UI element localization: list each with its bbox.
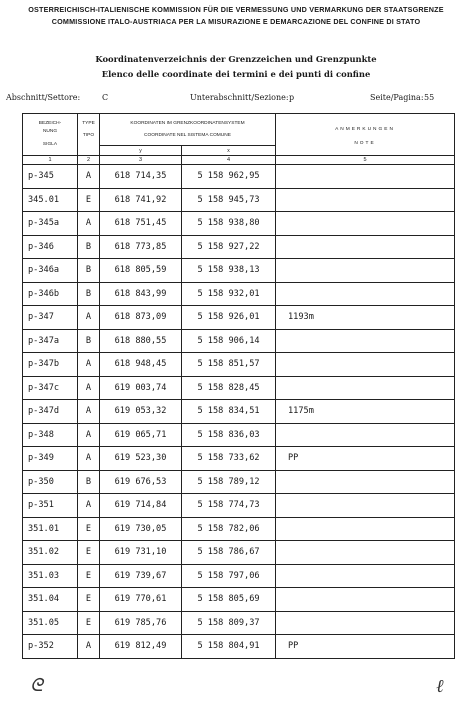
column-number-5: 5 (276, 156, 455, 165)
point-note (276, 329, 455, 353)
point-note (276, 588, 455, 612)
table-row (23, 611, 455, 635)
point-type: B (78, 329, 100, 353)
document-title (0, 52, 472, 82)
coordinate-y: 619 003,74 (100, 376, 182, 400)
coordinate-y: 618 873,09 (100, 306, 182, 330)
coordinate-y: 619 739,67 (100, 564, 182, 588)
point-id: p-347b (23, 353, 78, 377)
table-row (23, 470, 455, 494)
coordinate-x: 5 158 774,73 (182, 494, 276, 518)
table-row (23, 329, 455, 353)
point-note (276, 376, 455, 400)
page-label: Seite/Pagina: (370, 93, 424, 102)
point-id: p-347c (23, 376, 78, 400)
point-note (276, 564, 455, 588)
column-header-y: y (100, 146, 182, 156)
column-header-tipo: TYPE TIPO (78, 114, 100, 156)
column-header-x: x (182, 146, 276, 156)
point-type: A (78, 306, 100, 330)
coordinate-x: 5 158 938,80 (182, 212, 276, 236)
coordinate-y: 619 714,84 (100, 494, 182, 518)
point-note: 1175m (276, 400, 455, 424)
point-id: p-352 (23, 635, 78, 659)
commission-name-it: COMMISSIONE ITALO-AUSTRIACA PER LA MISURAZIONE E DEMARCAZIONE DEL CONFINE DI STATO (51, 17, 421, 26)
table-body (23, 165, 455, 659)
point-type: E (78, 517, 100, 541)
point-note (276, 212, 455, 236)
document-title-it: Elenco delle coordinate dei termini e dei punti di confine (101, 69, 371, 79)
coordinate-x: 5 158 805,69 (182, 588, 276, 612)
point-id: p-347d (23, 400, 78, 424)
coordinate-x: 5 158 932,01 (182, 282, 276, 306)
signature-right: ℓ (436, 676, 444, 697)
point-type: B (78, 235, 100, 259)
point-type: E (78, 611, 100, 635)
point-note (276, 494, 455, 518)
coordinate-y: 619 730,05 (100, 517, 182, 541)
column-number-4: 4 (182, 156, 276, 165)
point-id: 351.04 (23, 588, 78, 612)
coordinate-x: 5 158 945,73 (182, 188, 276, 212)
coordinate-x: 5 158 906,14 (182, 329, 276, 353)
point-type: E (78, 541, 100, 565)
table-row (23, 306, 455, 330)
table-row (23, 400, 455, 424)
point-note (276, 611, 455, 635)
coordinates-table (22, 113, 455, 659)
point-note (276, 353, 455, 377)
coordinate-y: 618 773,85 (100, 235, 182, 259)
point-note (276, 188, 455, 212)
table-row (23, 541, 455, 565)
coordinate-y: 619 523,30 (100, 447, 182, 471)
coordinate-x: 5 158 927,22 (182, 235, 276, 259)
point-note (276, 517, 455, 541)
coordinate-x: 5 158 962,95 (182, 165, 276, 189)
point-type: A (78, 165, 100, 189)
table-row (23, 165, 455, 189)
table-row (23, 282, 455, 306)
coordinate-x: 5 158 828,45 (182, 376, 276, 400)
table-row (23, 494, 455, 518)
coordinate-y: 618 805,59 (100, 259, 182, 283)
page-value: 55 (424, 93, 435, 102)
point-note (276, 259, 455, 283)
point-note (276, 423, 455, 447)
column-header-notes: ANMERKUNGEN NOTE (276, 114, 455, 156)
point-note: 1193m (276, 306, 455, 330)
point-id: 351.02 (23, 541, 78, 565)
table-row (23, 376, 455, 400)
point-type: A (78, 635, 100, 659)
point-note: PP (276, 447, 455, 471)
coordinate-x: 5 158 809,37 (182, 611, 276, 635)
table-row (23, 447, 455, 471)
point-id: p-349 (23, 447, 78, 471)
point-note: PP (276, 635, 455, 659)
point-note (276, 235, 455, 259)
point-type: E (78, 564, 100, 588)
table-header (23, 114, 455, 165)
point-id: p-345a (23, 212, 78, 236)
coordinate-x: 5 158 834,51 (182, 400, 276, 424)
point-id: p-347a (23, 329, 78, 353)
section-label: Abschnitt/Settore: (6, 93, 81, 102)
point-type: A (78, 447, 100, 471)
point-type: E (78, 588, 100, 612)
column-header-sigla: BEZEICH- NUNG SIGLA (23, 114, 78, 156)
point-id: 351.01 (23, 517, 78, 541)
table-row (23, 212, 455, 236)
point-id: p-346a (23, 259, 78, 283)
coordinate-y: 618 843,99 (100, 282, 182, 306)
coordinate-y: 618 880,55 (100, 329, 182, 353)
coordinate-y: 618 741,92 (100, 188, 182, 212)
coordinate-x: 5 158 926,01 (182, 306, 276, 330)
point-type: B (78, 470, 100, 494)
coordinate-y: 618 714,35 (100, 165, 182, 189)
point-id: p-345 (23, 165, 78, 189)
table-row (23, 353, 455, 377)
point-note (276, 541, 455, 565)
table-row (23, 188, 455, 212)
coordinate-x: 5 158 789,12 (182, 470, 276, 494)
table-row (23, 259, 455, 283)
table-row (23, 564, 455, 588)
coordinate-y: 619 731,10 (100, 541, 182, 565)
point-id: p-347 (23, 306, 78, 330)
table-row (23, 235, 455, 259)
subsection-label: Unterabschnitt/Sezione: (190, 93, 289, 102)
point-note (276, 165, 455, 189)
point-type: A (78, 494, 100, 518)
section-value: C (102, 93, 109, 102)
coordinate-x: 5 158 733,62 (182, 447, 276, 471)
point-type: A (78, 212, 100, 236)
point-type: A (78, 353, 100, 377)
coordinate-y: 619 785,76 (100, 611, 182, 635)
point-id: p-346 (23, 235, 78, 259)
column-header-coordinates: KOORDINATEN IM GRENZKOORDINATENSYSTEM COORDINATE NEL SISTEMA COMUNE (100, 114, 276, 146)
column-number-3: 3 (100, 156, 182, 165)
coordinate-x: 5 158 836,03 (182, 423, 276, 447)
coordinate-x: 5 158 938,13 (182, 259, 276, 283)
table-row (23, 517, 455, 541)
point-id: p-348 (23, 423, 78, 447)
coordinate-x: 5 158 797,06 (182, 564, 276, 588)
point-note (276, 470, 455, 494)
column-number-1: 1 (23, 156, 78, 165)
coordinate-x: 5 158 804,91 (182, 635, 276, 659)
point-id: p-350 (23, 470, 78, 494)
commission-header (0, 4, 472, 28)
document-meta (0, 93, 472, 107)
point-type: A (78, 400, 100, 424)
coordinate-y: 619 812,49 (100, 635, 182, 659)
point-type: A (78, 423, 100, 447)
coordinate-y: 619 676,53 (100, 470, 182, 494)
point-id: 351.05 (23, 611, 78, 635)
point-id: 345.01 (23, 188, 78, 212)
point-id: p-351 (23, 494, 78, 518)
column-number-2: 2 (78, 156, 100, 165)
point-type: E (78, 188, 100, 212)
point-type: A (78, 376, 100, 400)
point-type: B (78, 259, 100, 283)
coordinate-y: 618 751,45 (100, 212, 182, 236)
point-type: B (78, 282, 100, 306)
point-id: p-346b (23, 282, 78, 306)
table-row (23, 423, 455, 447)
subsection-value: p (289, 93, 295, 102)
coordinate-y: 619 065,71 (100, 423, 182, 447)
coordinate-x: 5 158 782,06 (182, 517, 276, 541)
table-row (23, 588, 455, 612)
coordinate-y: 619 053,32 (100, 400, 182, 424)
document-title-de: Koordinatenverzeichnis der Grenzzeichen und Grenzpunkte (95, 54, 377, 64)
coordinate-y: 618 948,45 (100, 353, 182, 377)
table-row (23, 635, 455, 659)
coordinate-x: 5 158 786,67 (182, 541, 276, 565)
point-id: 351.03 (23, 564, 78, 588)
point-note (276, 282, 455, 306)
coordinate-x: 5 158 851,57 (182, 353, 276, 377)
coordinate-y: 619 770,61 (100, 588, 182, 612)
signature-left: ᘓ (30, 675, 43, 696)
commission-name-de: OSTERREICHISCH-ITALIENISCHE KOMMISSION FÜR DIE VERMESSUNG UND VERMARKUNG DER STAATSGRENZE (28, 5, 444, 14)
